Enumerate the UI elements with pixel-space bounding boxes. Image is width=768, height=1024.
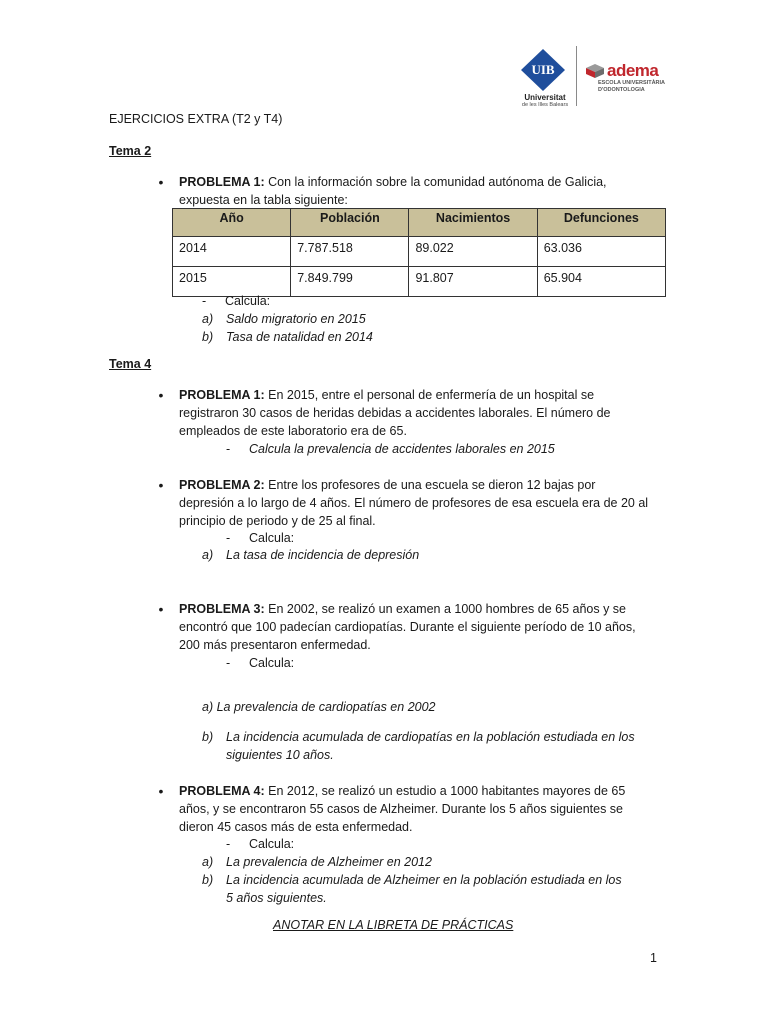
problem-text: años, y se encontraron 55 casos de Alzheimer. Durante los 5 años siguientes se (179, 802, 624, 816)
item-text (226, 871, 666, 907)
table-cell: 89.022 (409, 237, 537, 267)
uib-shield-icon (519, 48, 567, 92)
problem-label: PROBLEMA 3: (179, 602, 265, 616)
bullet-icon: • (158, 174, 164, 190)
problem-text: registraron 30 casos de heridas debidas a accidentes laborales. El número de (179, 406, 611, 420)
item-label: a) (202, 548, 214, 562)
table-cell: 7.787.518 (291, 237, 409, 267)
problem-text: 200 más presentaron enfermedad. (179, 638, 371, 652)
problem-label: PROBLEMA 1: (179, 388, 265, 402)
table-cell: 63.036 (537, 237, 665, 267)
item-text-line: La incidencia acumulada de Alzheimer en la población estudiada en los (226, 873, 622, 887)
item-label: b) (202, 330, 214, 344)
table-cell: 2015 (173, 267, 291, 297)
calcula-label: Calcula: (225, 294, 271, 308)
item-text-line: siguientes 10 años. (226, 748, 334, 762)
dash-marker: - (226, 656, 231, 670)
problem-text: principio de periodo y de 25 al final. (179, 514, 376, 528)
tema4-problem2 (179, 476, 669, 530)
calcula-label: Calcula: (249, 837, 295, 851)
table-cell: 7.849.799 (291, 267, 409, 297)
table-cell: 2014 (173, 237, 291, 267)
dash-marker: - (226, 531, 231, 545)
footer-note: ANOTAR EN LA LIBRETA DE PRÁCTICAS (273, 918, 514, 932)
item-text: a) La prevalencia de cardiopatías en 2002 (202, 700, 436, 714)
table-row (173, 237, 666, 267)
problem-text: En 2012, se realizó un estudio a 1000 habitantes mayores de 65 (268, 784, 626, 798)
tema4-problem4 (179, 782, 669, 836)
problem-text: encontró que 100 padecían cardiopatías. Durante el siguiente período de 10 años, (179, 620, 636, 634)
calcula-label: Calcula la prevalencia de accidentes laborales en 2015 (249, 442, 555, 456)
galicia-table (172, 208, 666, 297)
uib-shield-text: UIB (531, 62, 555, 77)
problem-text: expuesta en la tabla siguiente: (179, 193, 348, 207)
problem-text: dieron 45 casos más de esta enfermedad. (179, 820, 413, 834)
bullet-icon: • (158, 601, 164, 617)
item-text-line: La incidencia acumulada de cardiopatías en la población estudiada en los (226, 730, 635, 744)
problem-text: Con la información sobre la comunidad autónoma de Galicia, (268, 175, 607, 189)
uib-name: Universitat (524, 93, 566, 102)
adema-cube-icon (585, 63, 605, 79)
dash-marker: - (202, 294, 207, 308)
problem-label: PROBLEMA 2: (179, 478, 265, 492)
item-text: La tasa de incidencia de depresión (226, 548, 420, 562)
dash-marker: - (226, 442, 231, 456)
item-text: Saldo migratorio en 2015 (226, 312, 366, 326)
table-header-cell: Nacimientos (409, 209, 537, 237)
bullet-icon: • (158, 783, 164, 799)
table-header-cell: Defunciones (537, 209, 665, 237)
problem-text: En 2002, se realizó un examen a 1000 hombres de 65 años y se (268, 602, 627, 616)
item-text (226, 728, 666, 764)
uib-subtitle: de les Illes Balears (521, 102, 569, 108)
tema4-problem1 (179, 386, 669, 440)
item-label: b) (202, 873, 214, 887)
table-header-cell: Año (173, 209, 291, 237)
table-cell: 91.807 (409, 267, 537, 297)
problem-text: depresión a lo largo de 4 años. El número de profesores de esa escuela era de 20 al (179, 496, 649, 510)
dash-marker: - (226, 837, 231, 851)
item-text: La prevalencia de Alzheimer en 2012 (226, 855, 432, 869)
calcula-label: Calcula: (249, 656, 295, 670)
problem-text: Entre los profesores de una escuela se dieron 12 bajas por (268, 478, 596, 492)
doc-title: EJERCICIOS EXTRA (T2 y T4) (109, 112, 283, 126)
problem-label: PROBLEMA 4: (179, 784, 265, 798)
bullet-icon: • (158, 387, 164, 403)
calcula-label: Calcula: (249, 531, 295, 545)
tema2-heading: Tema 2 (109, 144, 152, 158)
logo-divider (576, 46, 577, 106)
bullet-icon: • (158, 477, 164, 493)
table-header-cell: Población (291, 209, 409, 237)
item-label: a) (202, 312, 214, 326)
tema4-problem3 (179, 600, 669, 654)
adema-wordmark: adema (607, 61, 659, 80)
page-number: 1 (650, 951, 657, 965)
item-label: a) (202, 855, 214, 869)
table-cell: 65.904 (537, 267, 665, 297)
problem-text: En 2015, entre el personal de enfermería de un hospital se (268, 388, 595, 402)
tema2-problem1 (179, 173, 669, 209)
item-text-line: 5 años siguientes. (226, 891, 327, 905)
problem-label: PROBLEMA 1: (179, 175, 265, 189)
item-label: b) (202, 730, 214, 744)
tema4-heading: Tema 4 (109, 357, 152, 371)
table-header-row (173, 209, 666, 237)
problem-text: empleados de este laboratorio era de 65. (179, 424, 407, 438)
item-text: Tasa de natalidad en 2014 (226, 330, 373, 344)
adema-subtitle: ESCOLA UNIVERSITÀRIA D'ODONTOLOGIA (598, 80, 665, 93)
